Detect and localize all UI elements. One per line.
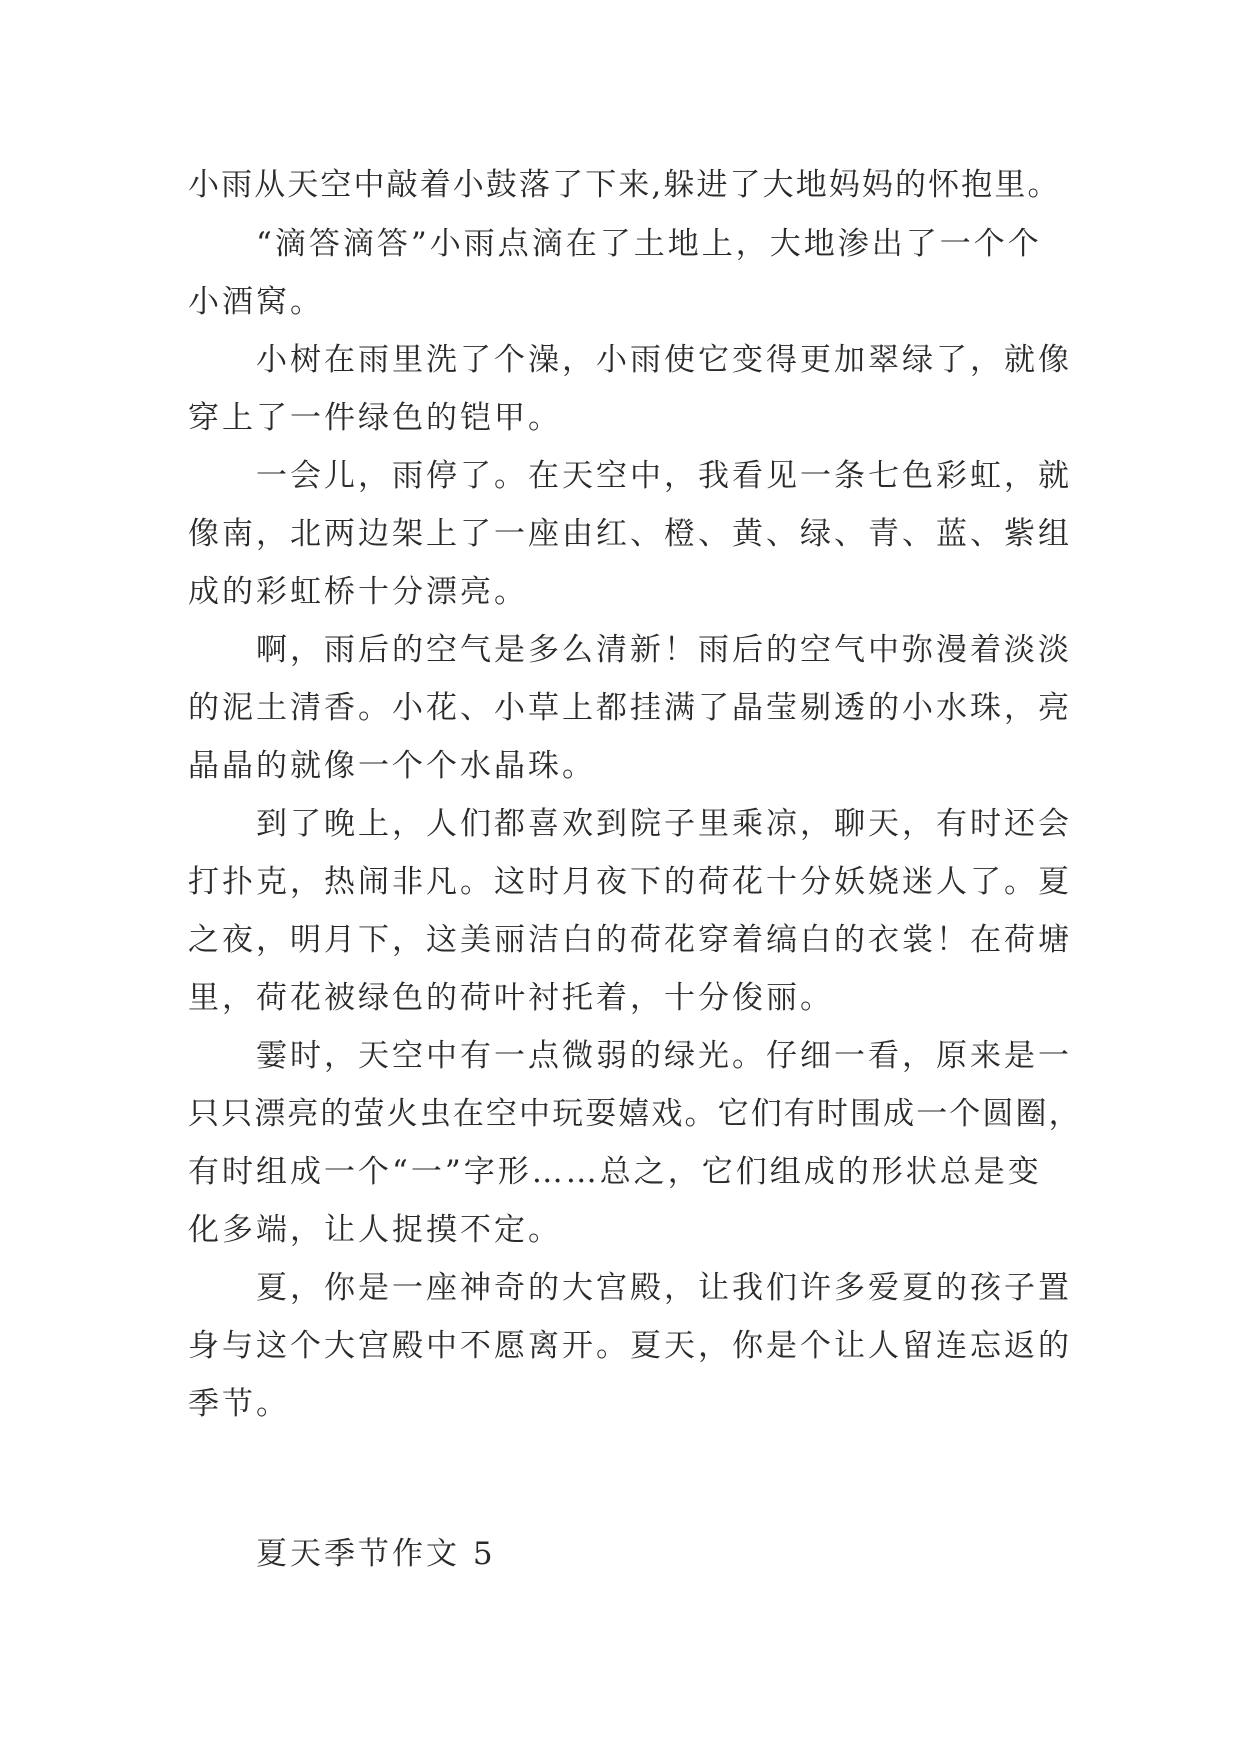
text-line: 像南，北两边架上了一座由红、橙、黄、绿、青、蓝、紫组 [188, 516, 1072, 552]
text-line: 之夜，明月下，这美丽洁白的荷花穿着缟白的衣裳！在荷塘 [188, 922, 1072, 958]
text-line: 成的彩虹桥十分漂亮。 [188, 574, 528, 610]
text-line: 有时组成一个“一”字形……总之，它们组成的形状总是变 [188, 1154, 1042, 1190]
text-line: 到了晚上，人们都喜欢到院子里乘凉，聊天，有时还会 [256, 806, 1072, 842]
text-line: 夏，你是一座神奇的大宫殿，让我们许多爱夏的孩子置 [256, 1270, 1072, 1306]
text-line: 里，荷花被绿色的荷叶衬托着，十分俊丽。 [188, 980, 834, 1016]
text-line: 啊，雨后的空气是多么清新！雨后的空气中弥漫着淡淡 [256, 632, 1072, 668]
text-line: “滴答滴答”小雨点滴在了土地上，大地渗出了一个个 [256, 226, 1042, 262]
text-line: 小酒窝。 [188, 284, 324, 320]
text-line: 小树在雨里洗了个澡，小雨使它变得更加翠绿了，就像 [256, 342, 1072, 378]
text-line: 季节。 [188, 1386, 290, 1422]
text-line: 晶晶的就像一个个水晶珠。 [188, 748, 596, 784]
text-line: 的泥土清香。小花、小草上都挂满了晶莹剔透的小水珠，亮 [188, 690, 1072, 726]
section-heading: 夏天季节作文 5 [256, 1536, 496, 1572]
text-line: 身与这个大宫殿中不愿离开。夏天，你是个让人留连忘返的 [188, 1328, 1072, 1364]
text-line: 一会儿，雨停了。在天空中，我看见一条七色彩虹，就 [256, 458, 1072, 494]
text-line: 霎时，天空中有一点微弱的绿光。仔细一看，原来是一 [256, 1038, 1072, 1074]
text-line: 小雨从天空中敲着小鼓落了下来,躲进了大地妈妈的怀抱里。 [188, 167, 1061, 203]
text-line: 打扑克，热闹非凡。这时月夜下的荷花十分妖娆迷人了。夏 [188, 864, 1072, 900]
text-line: 化多端，让人捉摸不定。 [188, 1212, 562, 1248]
text-line: 只只漂亮的萤火虫在空中玩耍嬉戏。它们有时围成一个圆圈， [188, 1096, 1082, 1132]
text-line: 穿上了一件绿色的铠甲。 [188, 400, 562, 436]
